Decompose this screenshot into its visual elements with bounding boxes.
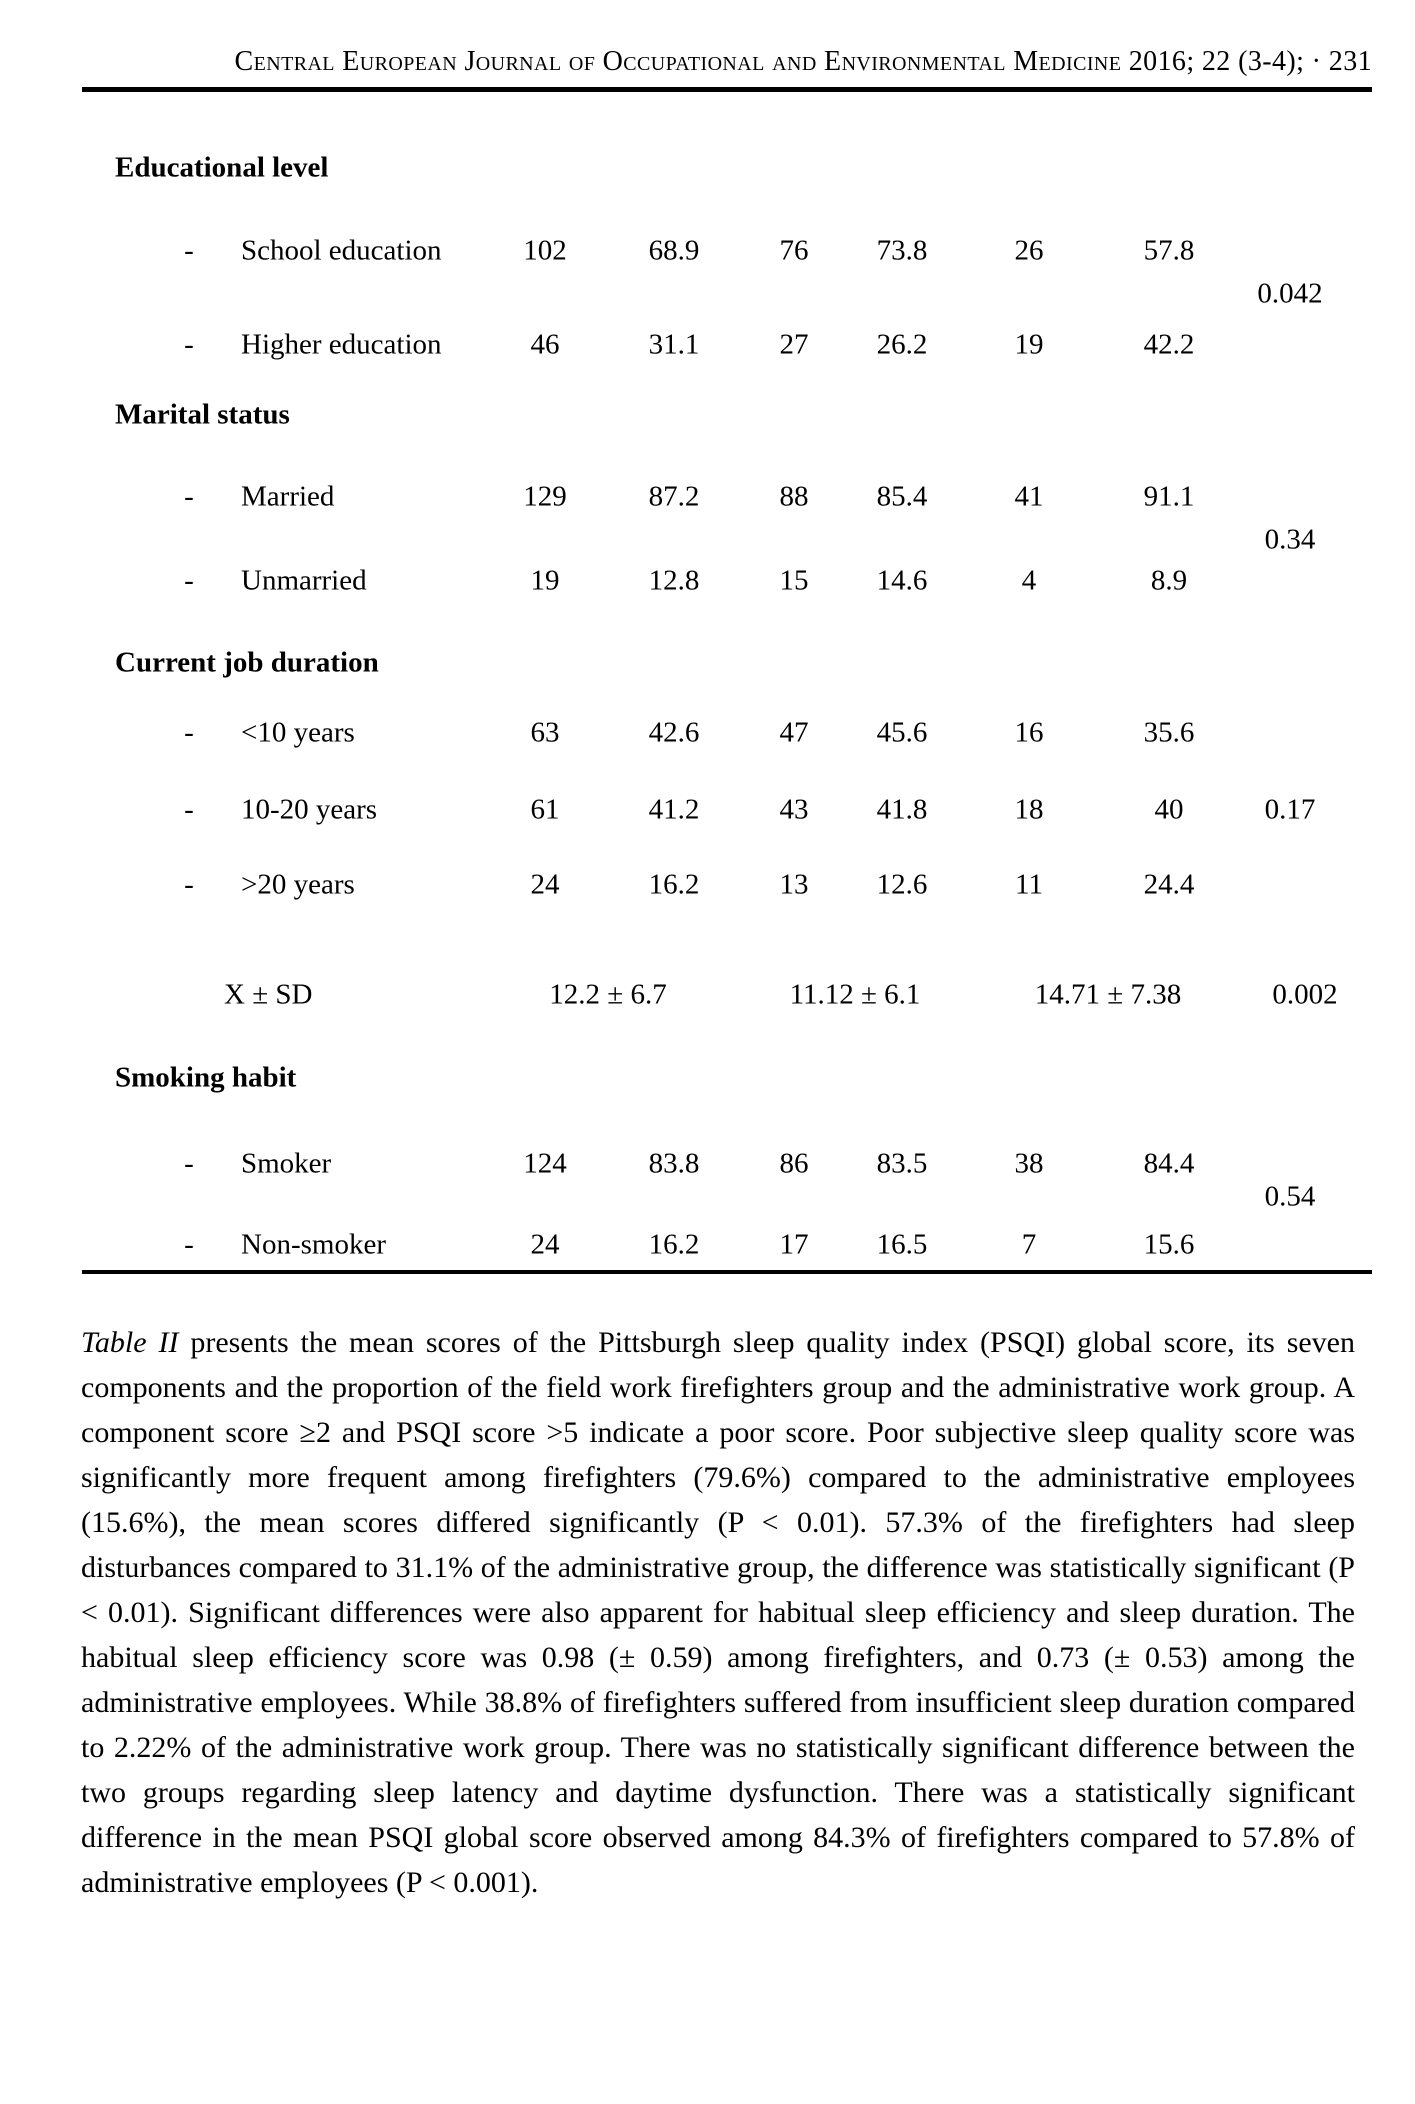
row-value: 41.2	[648, 793, 700, 826]
row-value: 46	[530, 328, 560, 361]
row-value: 42.6	[648, 716, 700, 749]
row-value: 16.2	[648, 1228, 700, 1261]
row-value: 63	[530, 716, 560, 749]
row-label: 10-20 years	[241, 793, 378, 826]
row-value: 61	[530, 793, 560, 826]
row-bullet: -	[184, 716, 194, 749]
row-value: 129	[523, 480, 567, 513]
row-bullet: -	[184, 480, 194, 513]
row-value: 83.8	[648, 1147, 700, 1180]
row-value: 27	[779, 328, 809, 361]
row-value: 19	[1014, 328, 1044, 361]
row-value: 16	[1014, 716, 1044, 749]
row-value: 88	[779, 480, 809, 513]
row-value: 26.2	[876, 328, 928, 361]
row-value: 35.6	[1143, 716, 1195, 749]
row-bullet: -	[184, 1228, 194, 1261]
row-value: 7	[1021, 1228, 1037, 1261]
row-value: 24	[530, 868, 560, 901]
row-bullet: -	[184, 1147, 194, 1180]
row-value: 13	[779, 868, 809, 901]
row-label: School education	[241, 234, 442, 267]
row-value: 47	[779, 716, 809, 749]
p-value: 0.002	[1272, 978, 1338, 1011]
row-value: 24	[530, 1228, 560, 1261]
summary-value: 11.12 ± 6.1	[789, 978, 921, 1011]
row-value: 76	[779, 234, 809, 267]
row-value: 83.5	[876, 1147, 928, 1180]
section-title: Marital status	[115, 398, 290, 431]
row-value: 24.4	[1143, 868, 1195, 901]
row-value: 38	[1014, 1147, 1044, 1180]
row-value: 15.6	[1143, 1228, 1195, 1261]
summary-label: X ± SD	[224, 978, 313, 1011]
row-label: Married	[241, 480, 335, 513]
row-bullet: -	[184, 234, 194, 267]
row-value: 16.2	[648, 868, 700, 901]
row-bullet: -	[184, 328, 194, 361]
row-value: 18	[1014, 793, 1044, 826]
row-value: 41.8	[876, 793, 928, 826]
summary-value: 12.2 ± 6.7	[549, 978, 667, 1011]
p-value: 0.34	[1264, 523, 1316, 556]
row-value: 43	[779, 793, 809, 826]
row-value: 84.4	[1143, 1147, 1195, 1180]
row-label: >20 years	[241, 868, 355, 901]
row-value: 124	[523, 1147, 567, 1180]
table-bottom-rule	[82, 1270, 1372, 1274]
row-value: 41	[1014, 480, 1044, 513]
row-value: 87.2	[648, 480, 700, 513]
row-value: 14.6	[876, 564, 928, 597]
p-value: 0.54	[1264, 1180, 1316, 1213]
discussion-paragraph	[81, 1320, 1355, 1905]
row-value: 85.4	[876, 480, 928, 513]
row-value: 11	[1015, 868, 1043, 901]
section-title: Educational level	[115, 151, 329, 184]
row-value: 19	[530, 564, 560, 597]
row-value: 42.2	[1143, 328, 1195, 361]
row-label: Smoker	[241, 1147, 332, 1180]
row-value: 68.9	[648, 234, 700, 267]
row-value: 16.5	[876, 1228, 928, 1261]
p-value: 0.042	[1257, 277, 1323, 310]
row-bullet: -	[184, 868, 194, 901]
row-value: 31.1	[648, 328, 700, 361]
row-label: Non-smoker	[241, 1228, 386, 1261]
row-value: 4	[1021, 564, 1037, 597]
row-bullet: -	[184, 793, 194, 826]
row-value: 102	[523, 234, 567, 267]
row-value: 26	[1014, 234, 1044, 267]
summary-value: 14.71 ± 7.38	[1034, 978, 1182, 1011]
journal-header: Central European Journal of Occupational and Environmental Medicine 2016; 22 (3-4); · 231	[234, 46, 1372, 77]
table-ref-italic: Table II	[81, 1326, 179, 1359]
row-value: 91.1	[1143, 480, 1195, 513]
paragraph-text: presents the mean scores of the Pittsburgh sleep quality index (PSQI) global score, its seven components and the proportion of the field work firefighters group and the administrative work group. A component score ≥2 and PSQI score >5 indicate a poor score. Poor subjective sleep quality score was significantly more frequent among firefighters (79.6%) compared to the administrative employees (15.6%), the mean scores differed significantly (P < 0.01). 57.3% of the firefighters had sleep disturbances compared to 31.1% of the administrative group, the difference was statistically significant (P < 0.01). Significant differences were also apparent for habitual sleep efficiency and sleep duration. The habitual sleep efficiency score was 0.98 (± 0.59) among firefighters, and 0.73 (± 0.53) among the administrative employees. While 38.8% of firefighters suffered from insufficient sleep duration compared to 2.22% of the administrative work group. There was no statistically significant difference between the two groups regarding sleep latency and daytime dysfunction. There was a statistically significant difference in the mean PSQI global score observed among 84.3% of firefighters compared to 57.8% of administrative employees (P < 0.001).	[81, 1326, 1356, 1899]
row-value: 12.8	[648, 564, 700, 597]
row-label: Unmarried	[241, 564, 367, 597]
row-value: 12.6	[876, 868, 928, 901]
row-value: 86	[779, 1147, 809, 1180]
row-value: 17	[779, 1228, 809, 1261]
row-bullet: -	[184, 564, 194, 597]
row-value: 40	[1154, 793, 1184, 826]
row-label: Higher education	[241, 328, 442, 361]
row-value: 57.8	[1143, 234, 1195, 267]
row-label: <10 years	[241, 716, 355, 749]
row-value: 15	[779, 564, 809, 597]
row-value: 45.6	[876, 716, 928, 749]
row-value: 73.8	[876, 234, 928, 267]
section-title: Smoking habit	[115, 1061, 297, 1094]
p-value: 0.17	[1264, 793, 1316, 826]
row-value: 8.9	[1150, 564, 1188, 597]
section-title: Current job duration	[115, 646, 379, 679]
